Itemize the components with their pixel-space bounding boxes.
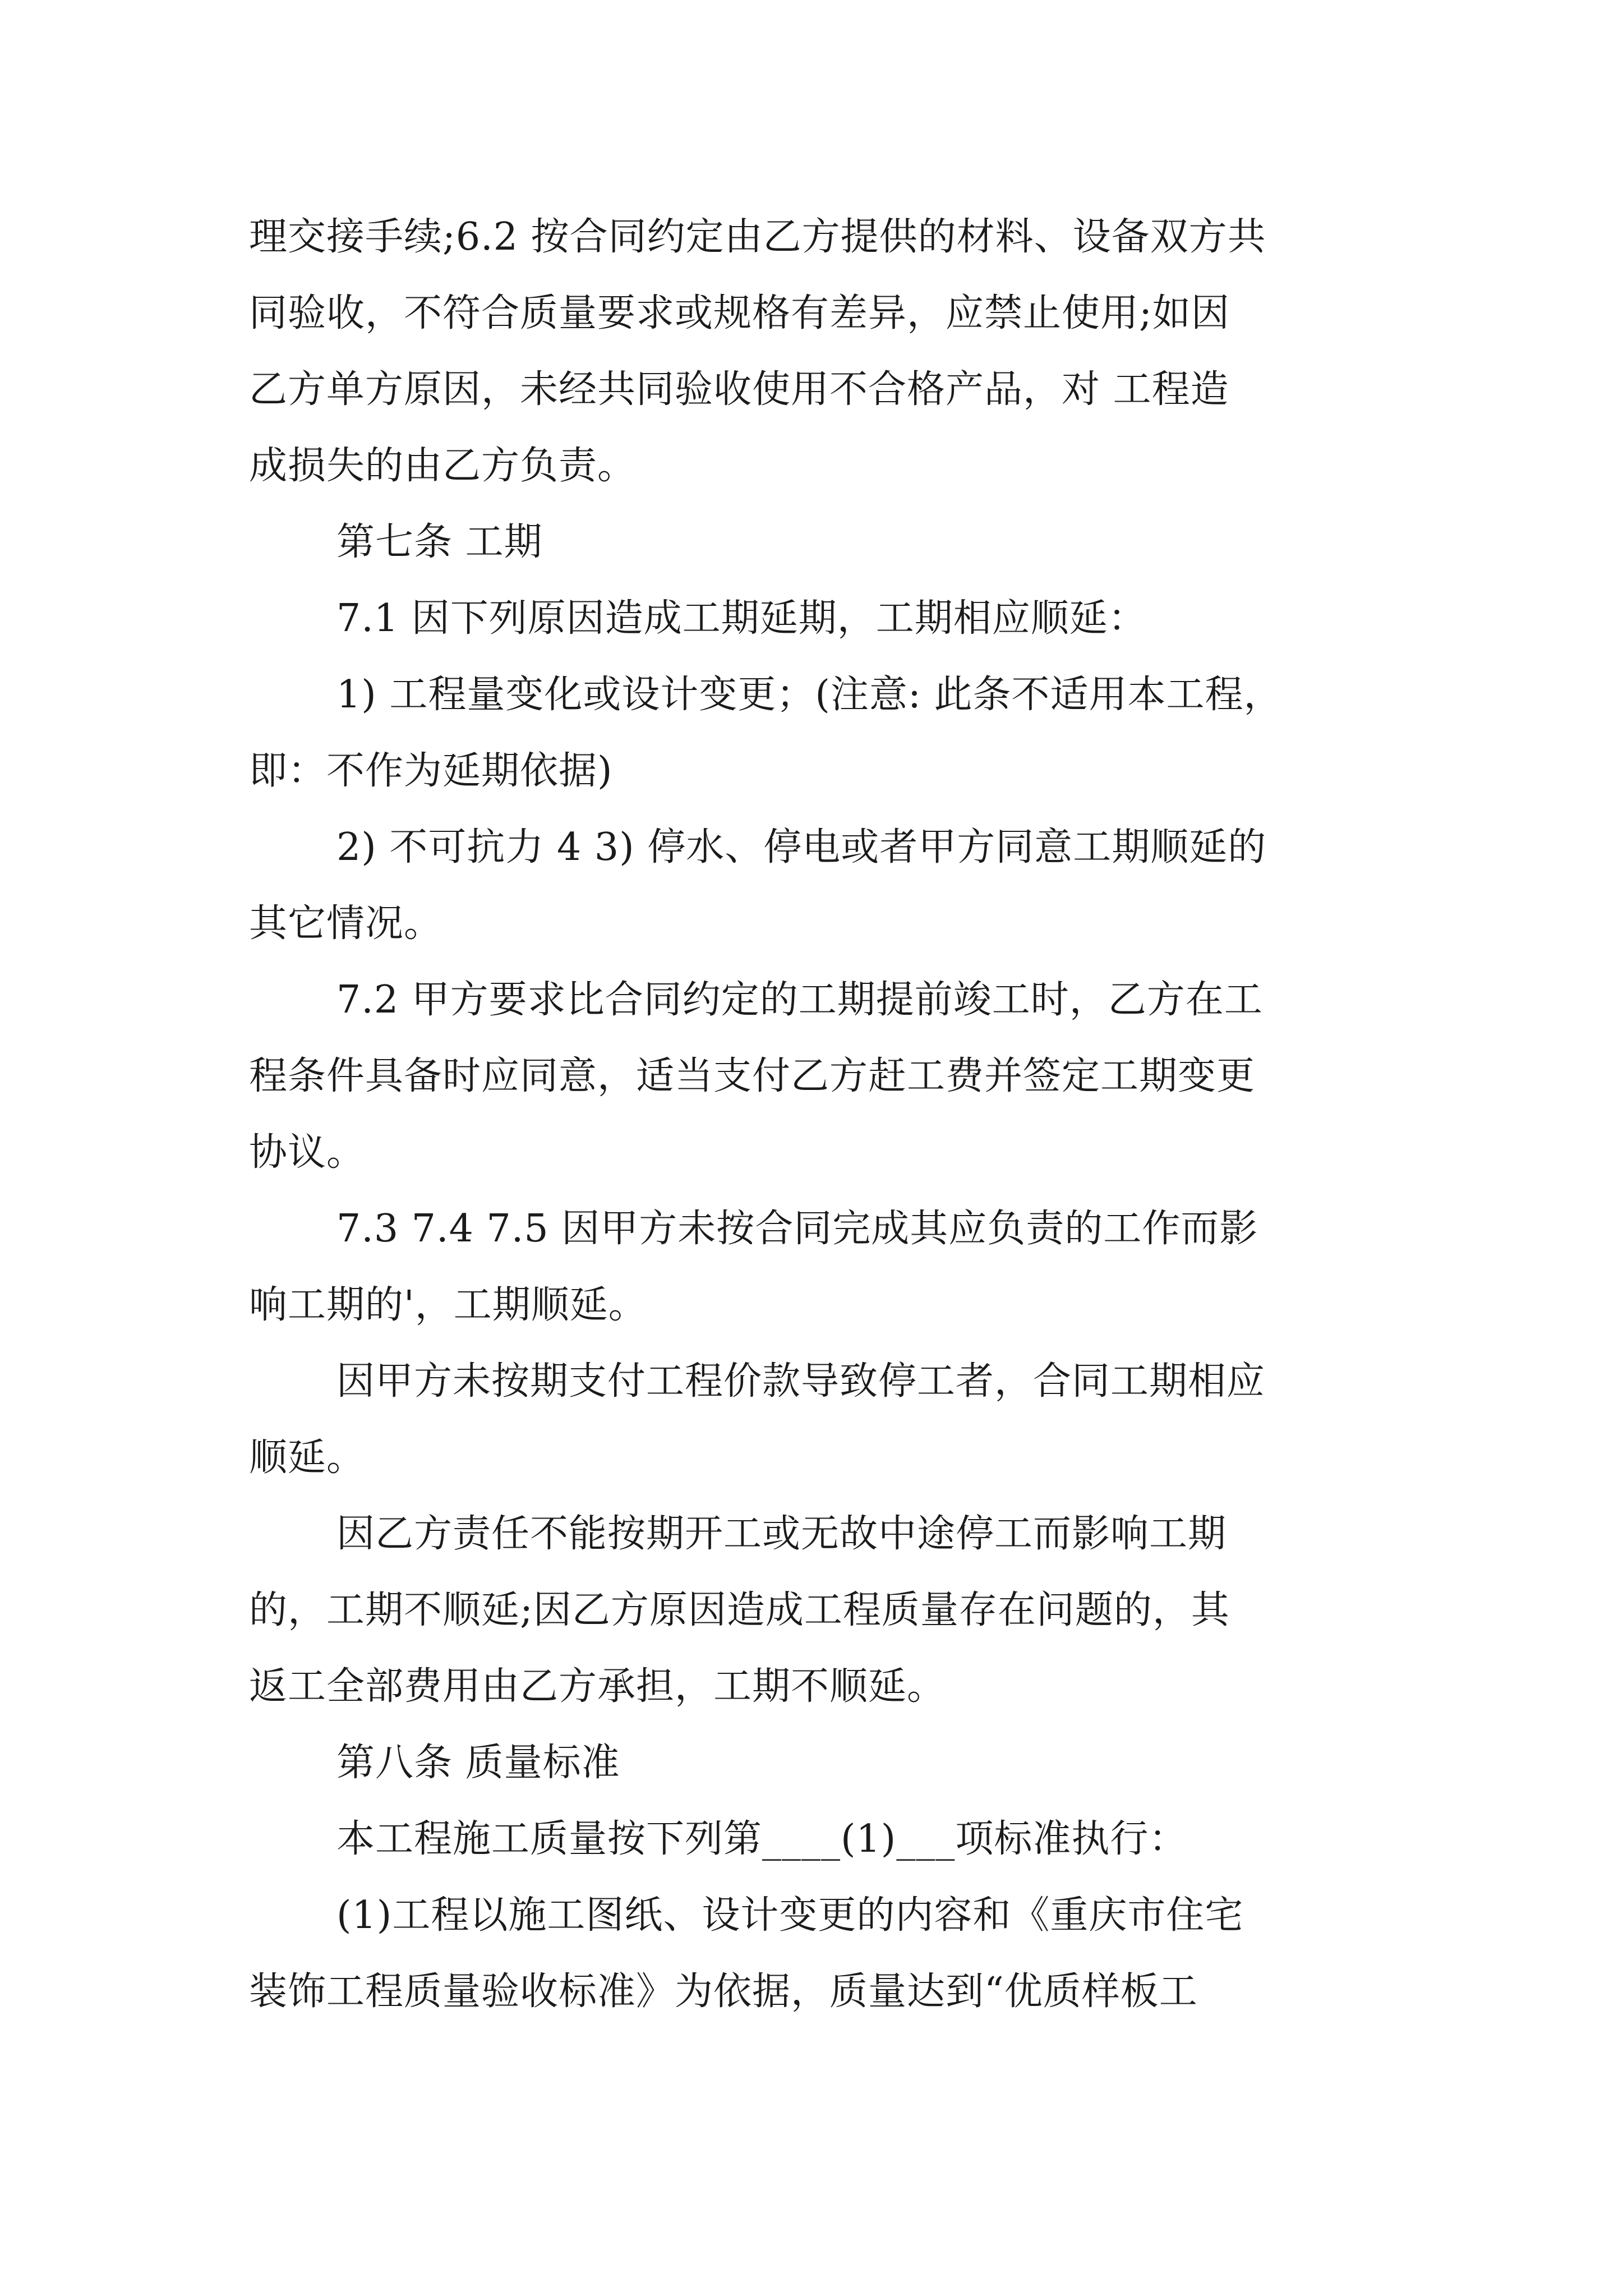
document-body [249,199,1382,2030]
text-line: 成损失的由乙方负责。 [249,444,637,488]
text-line: 2) 不可抗力 4 3) 停水、停电或者甲方同意工期顺延的 [336,825,1267,869]
text-line: 即：不作为延期依据) [249,749,613,793]
section-heading-article-7: 第七条 工期 [336,520,543,564]
text-line: (1)工程以施工图纸、设计变更的内容和《重庆市住宅 [336,1893,1244,1938]
text-line: 程条件具备时应同意，适当支付乙方赶工费并签定工期变更 [249,1054,1256,1098]
text-line: 其它情况。 [249,901,443,946]
text-line: 返工全部费用由乙方承担，工期不顺延。 [249,1664,946,1709]
text-line: 1) 工程量变化或设计变更；(注意: 此条不适用本工程， [336,673,1283,717]
text-line: 协议。 [249,1130,366,1175]
text-line: 的，工期不顺延;因乙方原因造成工程质量存在问题的，其 [249,1588,1230,1632]
text-line: 装饰工程质量验收标准》为依据，质量达到“优质样板工 [249,1970,1198,2014]
clause-7-3-7-5: 7.3 7.4 7.5 因甲方未按合同完成其应负责的工作而影 [336,1207,1258,1251]
text-line: 乙方单方原因，未经共同验收使用不合格产品，对 工程造 [249,367,1229,412]
text-line: 同验收，不符合质量要求或规格有差异，应禁止使用;如因 [249,291,1230,335]
text-line: 理交接手续;6.2 按合同约定由乙方提供的材料、设备双方共 [249,215,1266,259]
clause-7-2: 7.2 甲方要求比合同约定的工期提前竣工时，乙方在工 [336,978,1263,1022]
section-heading-article-8: 第八条 质量标准 [336,1741,620,1785]
text-line: 本工程施工质量按下列第____(1)___项标准执行： [336,1817,1188,1861]
text-line: 响工期的'，工期顺延。 [249,1283,647,1327]
text-line: 因乙方责任不能按期开工或无故中途停工而影响工期 [336,1512,1227,1556]
clause-7-1: 7.1 因下列原因造成工期延期，工期相应顺延： [336,596,1147,641]
text-line: 顺延。 [249,1435,366,1480]
text-line: 因甲方未按期支付工程价款导致停工者，合同工期相应 [336,1359,1266,1404]
